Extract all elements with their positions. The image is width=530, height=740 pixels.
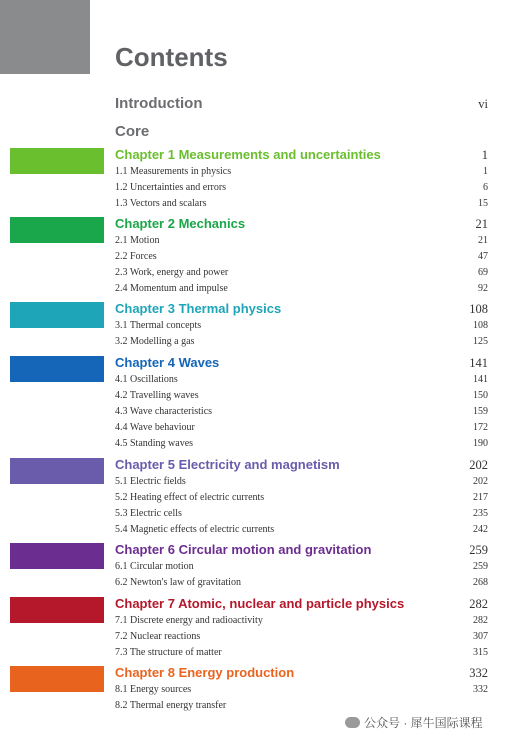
section-title[interactable]: 4.1 Oscillations xyxy=(115,374,178,385)
section-title[interactable]: 7.3 The structure of matter xyxy=(115,647,222,658)
section-title[interactable]: 5.2 Heating effect of electric currents xyxy=(115,492,265,503)
chapter-color-bar xyxy=(10,597,104,623)
section-page: 307 xyxy=(473,631,488,642)
section-page: 202 xyxy=(473,476,488,487)
section-title[interactable]: 8.2 Thermal energy transfer xyxy=(115,700,227,711)
section-title[interactable]: 2.4 Momentum and impulse xyxy=(115,283,228,294)
section-title[interactable]: 2.1 Motion xyxy=(115,235,160,246)
section-title[interactable]: 7.1 Discrete energy and radioactivity xyxy=(115,615,263,626)
section-title[interactable]: 5.1 Electric fields xyxy=(115,476,186,487)
section-page: 47 xyxy=(478,251,488,262)
section-page: 235 xyxy=(473,508,488,519)
section-page: 69 xyxy=(478,267,488,278)
section-title[interactable]: 1.1 Measurements in physics xyxy=(115,166,232,177)
chapter-color-bar xyxy=(10,356,104,382)
section-title[interactable]: 7.2 Nuclear reactions xyxy=(115,631,201,642)
section-page: 141 xyxy=(473,374,488,385)
chapter-color-bar xyxy=(10,666,104,692)
chapter-title[interactable]: Chapter 1 Measurements and uncertainties xyxy=(115,147,381,162)
section-page: 190 xyxy=(473,438,488,449)
section-title[interactable]: 8.1 Energy sources xyxy=(115,684,192,695)
section-page: 268 xyxy=(473,577,488,588)
section-page: 159 xyxy=(473,406,488,417)
section-title[interactable]: 4.3 Wave characteristics xyxy=(115,406,213,417)
section-page: 315 xyxy=(473,647,488,658)
section-title[interactable]: 6.1 Circular motion xyxy=(115,561,194,572)
chapter-color-bar xyxy=(10,217,104,243)
chapter-title[interactable]: Chapter 7 Atomic, nuclear and particle physics xyxy=(115,596,405,611)
chapter-color-bar xyxy=(10,302,104,328)
watermark-text: 公众号 · 犀牛国际课程 xyxy=(364,716,483,730)
section-title[interactable]: 3.2 Modelling a gas xyxy=(115,336,195,347)
section-title[interactable]: 5.4 Magnetic effects of electric currents xyxy=(115,524,275,535)
chapter-page: 21 xyxy=(475,217,488,231)
introduction-label: Introduction xyxy=(115,95,203,112)
section-page: 6 xyxy=(483,182,488,193)
chapter-title[interactable]: Chapter 8 Energy production xyxy=(115,665,295,680)
section-title[interactable]: 4.2 Travelling waves xyxy=(115,390,199,401)
section-page: 1 xyxy=(483,166,488,177)
section-page: 92 xyxy=(478,283,488,294)
chapter-page: 202 xyxy=(469,458,488,472)
section-page: 217 xyxy=(473,492,488,503)
wechat-icon xyxy=(345,717,360,728)
section-page: 242 xyxy=(473,524,488,535)
chapter-page: 332 xyxy=(469,666,488,680)
section-title[interactable]: 1.3 Vectors and scalars xyxy=(115,198,207,209)
section-page: 172 xyxy=(473,422,488,433)
chapter-color-bar xyxy=(10,148,104,174)
section-title[interactable]: 4.5 Standing waves xyxy=(115,438,194,449)
section-title[interactable]: 1.2 Uncertainties and errors xyxy=(115,182,227,193)
chapter-title[interactable]: Chapter 6 Circular motion and gravitation xyxy=(115,542,372,557)
chapter-page: 1 xyxy=(481,148,488,162)
section-title[interactable]: 5.3 Electric cells xyxy=(115,508,182,519)
chapter-page: 108 xyxy=(469,302,488,316)
chapter-page: 259 xyxy=(469,543,488,557)
chapter-page: 282 xyxy=(469,597,488,611)
chapter-title[interactable]: Chapter 5 Electricity and magnetism xyxy=(115,457,340,472)
chapter-color-bar xyxy=(10,543,104,569)
chapter-page: 141 xyxy=(469,356,488,370)
chapter-color-bar xyxy=(10,458,104,484)
section-title[interactable]: 2.2 Forces xyxy=(115,251,157,262)
section-page: 21 xyxy=(478,235,488,246)
chapter-title[interactable]: Chapter 3 Thermal physics xyxy=(115,301,282,316)
section-title[interactable]: 6.2 Newton's law of gravitation xyxy=(115,577,241,588)
corner-block xyxy=(0,0,90,74)
section-page: 259 xyxy=(473,561,488,572)
section-page: 15 xyxy=(478,198,488,209)
section-title[interactable]: 2.3 Work, energy and power xyxy=(115,267,229,278)
section-title[interactable]: 3.1 Thermal concepts xyxy=(115,320,202,331)
page-title: Contents xyxy=(115,42,228,72)
section-page: 332 xyxy=(473,684,488,695)
section-page: 125 xyxy=(473,336,488,347)
chapter-title[interactable]: Chapter 2 Mechanics xyxy=(115,216,246,231)
section-page: 150 xyxy=(473,390,488,401)
section-page: 282 xyxy=(473,615,488,626)
watermark xyxy=(345,714,483,731)
section-title[interactable]: 4.4 Wave behaviour xyxy=(115,422,195,433)
section-page: 108 xyxy=(473,320,488,331)
core-label: Core xyxy=(115,123,150,140)
introduction-page: vi xyxy=(478,97,488,111)
chapter-title[interactable]: Chapter 4 Waves xyxy=(115,355,220,370)
